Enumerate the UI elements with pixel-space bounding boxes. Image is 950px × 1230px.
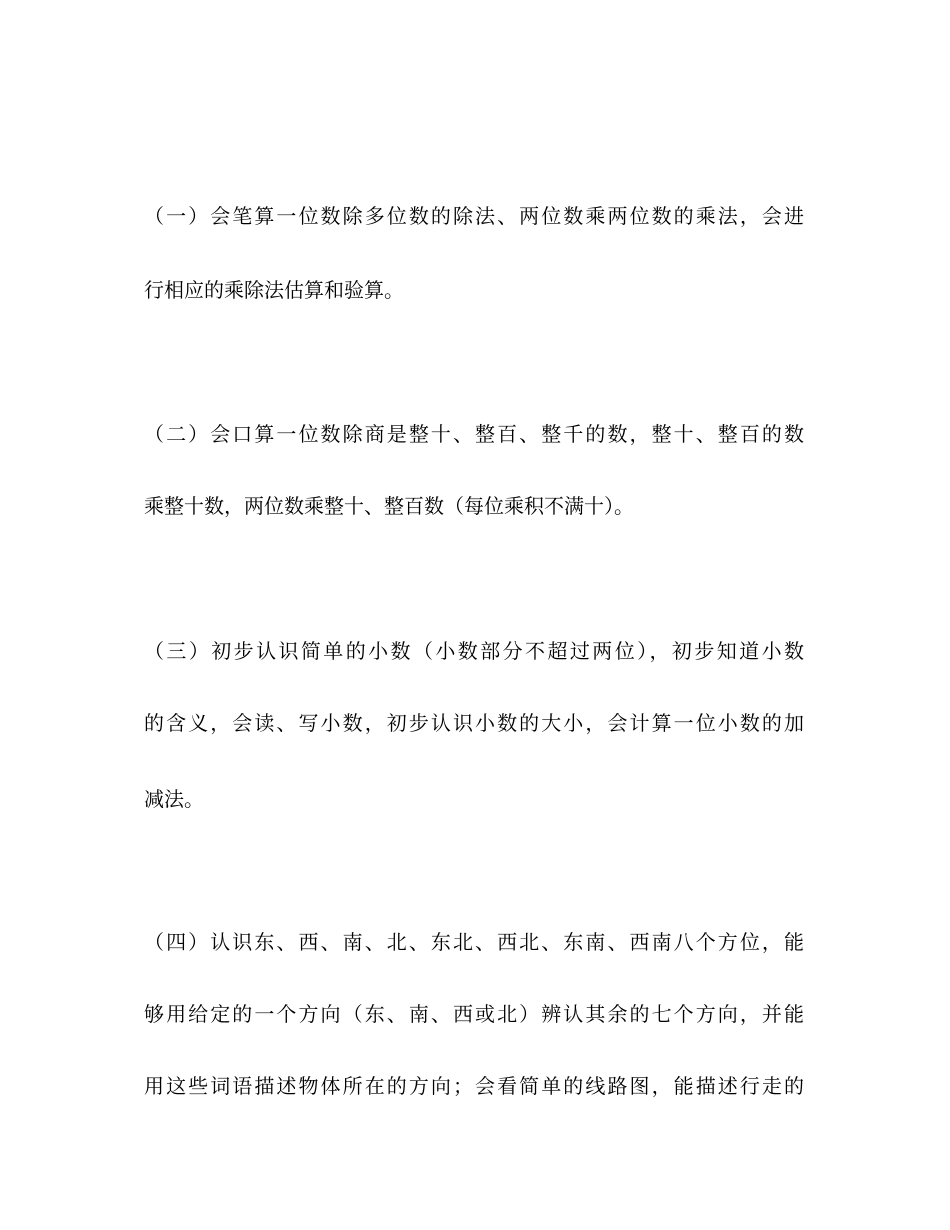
section-4-line-3: 用这些词语描述物体所在的方向；会看简单的线路图，能描述行走的	[144, 1074, 804, 1098]
section-4-line-2: 够用给定的一个方向（东、南、西或北）辨认其余的七个方向，并能	[144, 1002, 804, 1026]
section-1-line-1: （一）会笔算一位数除多位数的除法、两位数乘两位数的乘法，会进	[144, 204, 804, 228]
section-2-line-2: 乘整十数，两位数乘整十、整百数（每位乘积不满十）。	[144, 494, 634, 518]
section-3-line-1: （三）初步认识简单的小数（小数部分不超过两位），初步知道小数	[144, 639, 804, 663]
section-3-line-3: 减法。	[144, 787, 204, 811]
section-2-line-1: （二）会口算一位数除商是整十、整百、整千的数，整十、整百的数	[144, 422, 804, 446]
section-4-line-1: （四）认识东、西、南、北、东北、西北、东南、西南八个方位，能	[144, 930, 804, 954]
section-3-line-2: 的含义，会读、写小数，初步认识小数的大小，会计算一位小数的加	[144, 711, 804, 735]
section-1-line-2: 行相应的乘除法估算和验算。	[144, 278, 404, 302]
